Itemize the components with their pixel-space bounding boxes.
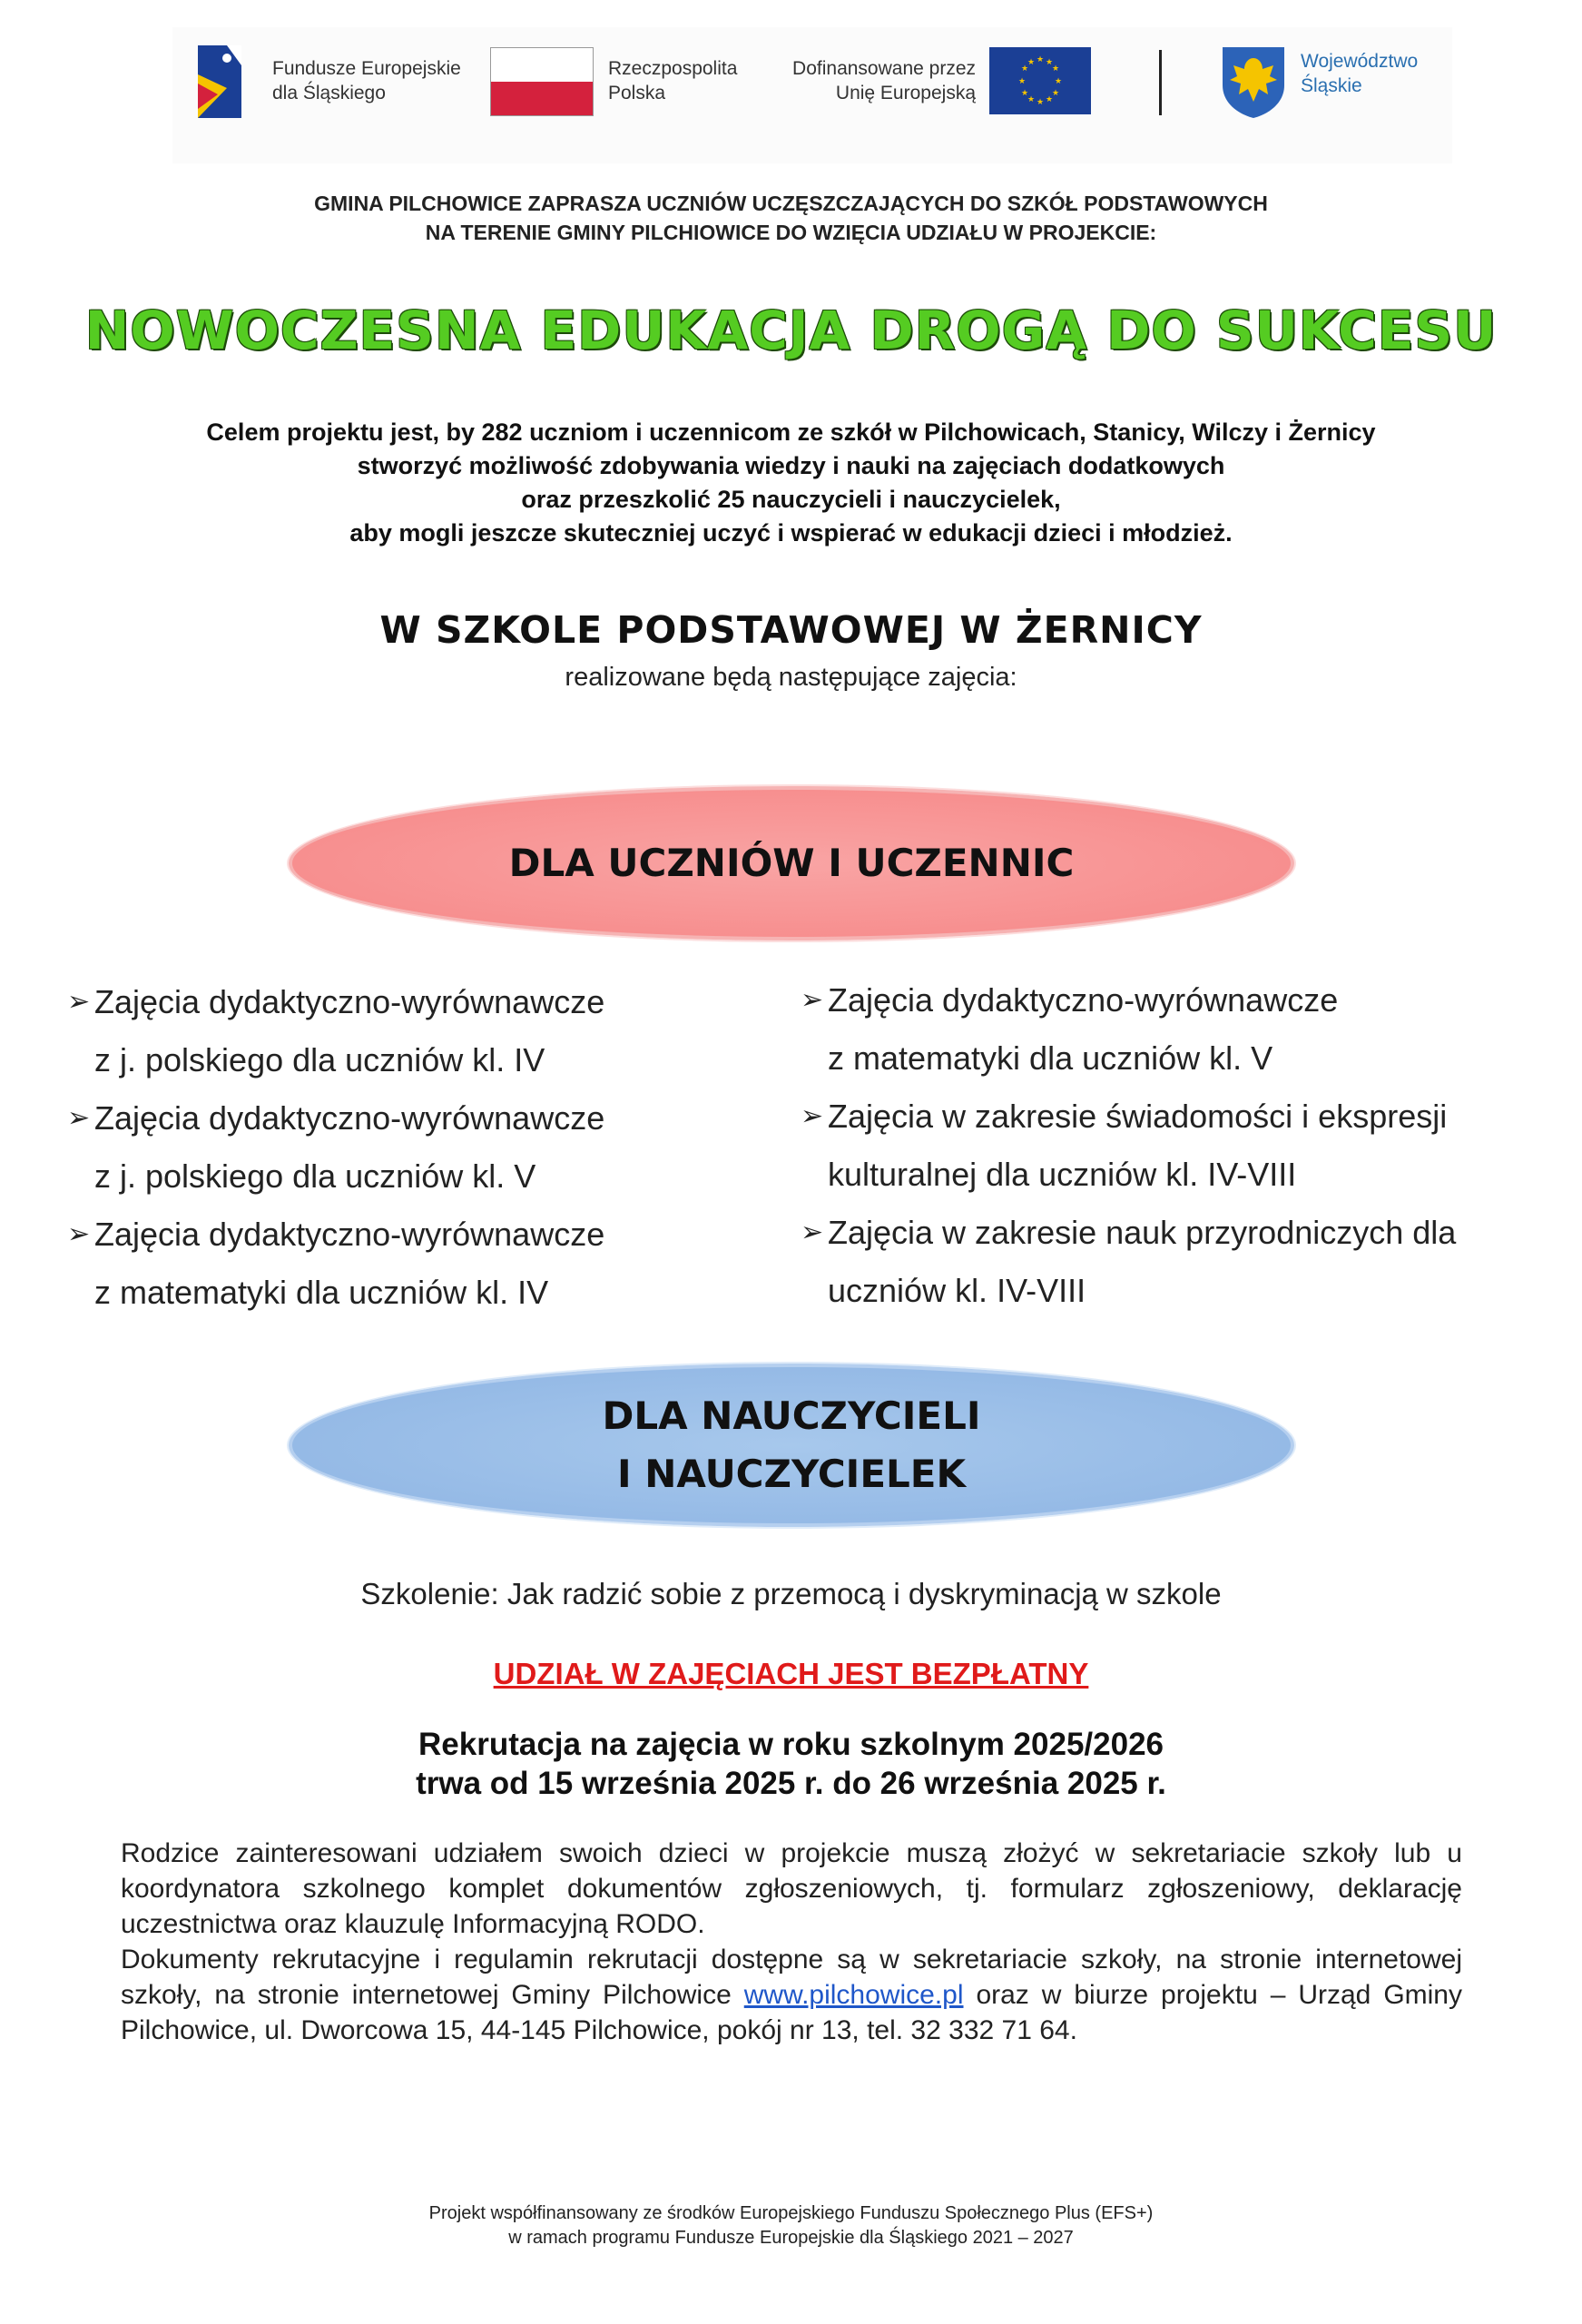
info-p2-before: Dokumenty rekrutacyjne i regulamin rekrutacji dostępne są w sekretariacie szkoły, na stronie internetowej szkoły, na stronie internetowej Gminy Pilchowice	[121, 1945, 1462, 2010]
students-heading-ellipse	[289, 786, 1294, 940]
list-item: ➢ Zajęcia w zakresie świadomości i ekspresji kulturalnej dla uczniów kl. IV-VIII	[801, 1088, 1527, 1204]
svg-text:★: ★	[1020, 89, 1029, 98]
eu-line2: Unię Europejską	[835, 83, 976, 103]
silesia-crest-icon	[1221, 45, 1286, 120]
svg-text:★: ★	[1036, 98, 1045, 107]
school-heading: W SZKOLE PODSTAWOWEJ W ŻERNICY	[379, 608, 1203, 652]
intro-line2: NA TERENIE GMINY PILCHIOWICE DO WZIĘCIA UDZIAŁU W PROJEKCIE:	[425, 221, 1157, 244]
svg-text:★: ★	[1054, 77, 1063, 86]
arrow-bullet-icon: ➢	[801, 1101, 824, 1131]
footer-line1: Projekt współfinansowany ze środków Europejskiego Funduszu Społecznego Plus (EFS+)	[428, 2203, 1154, 2223]
arrow-bullet-icon: ➢	[67, 987, 91, 1017]
svg-text:★: ★	[1027, 95, 1036, 104]
list-item: ➢ Zajęcia dydaktyczno-wyrównawcze z matematyki dla uczniów kl. IV	[67, 1206, 739, 1322]
info-paragraph	[121, 1836, 1462, 2048]
rp-line2: Polska	[608, 83, 666, 103]
eu-line1: Dofinansowane przez	[792, 58, 976, 79]
svg-text:★: ★	[1027, 58, 1036, 67]
training-text: Szkolenie: Jak radzić sobie z przemocą i dyskryminacją w szkole	[360, 1577, 1222, 1610]
info-p2-after: oraz w biurze projektu – Urząd Gminy Pilchowice, ul. Dworcowa 15, 44-145 Pilchowice, pokój nr 13, tel. 32 332 71 64.	[121, 1980, 1462, 2045]
list-item: ➢ Zajęcia dydaktyczno-wyrównawcze z j. polskiego dla uczniów kl. V	[67, 1089, 739, 1206]
fe-logo-text	[272, 56, 461, 105]
eu-logo-text	[781, 56, 976, 105]
arrow-bullet-icon: ➢	[801, 1217, 824, 1247]
arrow-bullet-icon: ➢	[67, 1219, 91, 1249]
arrow-bullet-icon: ➢	[801, 985, 824, 1015]
svg-text:★: ★	[1020, 64, 1029, 74]
goal-line1: Celem projektu jest, by 282 uczniom i uczennicom ze szkół w Pilchowicach, Stanicy, Wilczy i Żernicy	[206, 419, 1376, 446]
project-goal	[0, 416, 1582, 550]
recruitment-line1: Rekrutacja na zajęcia w roku szkolnym 2025/2026	[418, 1727, 1164, 1762]
svg-text:★: ★	[1051, 64, 1060, 74]
teachers-heading-line1: DLA NAUCZYCIELI	[602, 1393, 981, 1438]
recruitment-line2: trwa od 15 września 2025 r. do 26 września 2025 r.	[416, 1766, 1166, 1801]
students-heading: DLA UCZNIÓW I UCZENNIC	[508, 841, 1075, 885]
goal-line4: aby mogli jeszcze skuteczniej uczyć i wspierać w edukacji dzieci i młodzież.	[349, 519, 1233, 547]
woj-line1: Województwo	[1301, 51, 1419, 72]
fundusze-europejskie-logo-icon	[191, 38, 263, 124]
teachers-heading-ellipse	[289, 1364, 1294, 1527]
logo-divider	[1159, 50, 1162, 115]
footer	[0, 2201, 1582, 2250]
intro-line1: GMINA PILCHOWICE ZAPRASZA UCZNIÓW UCZĘSZCZAJĄCYCH DO SZKÓŁ PODSTAWOWYCH	[314, 192, 1268, 215]
svg-text:★: ★	[1051, 89, 1060, 98]
woj-line2: Śląskie	[1301, 75, 1362, 96]
recruitment-info	[0, 1725, 1582, 1803]
svg-text:★: ★	[1045, 95, 1054, 104]
svg-text:★: ★	[1036, 55, 1045, 64]
teachers-heading-line2: I NAUCZYCIELEK	[616, 1452, 967, 1496]
woj-logo-text	[1301, 49, 1418, 98]
footer-line2: w ramach programu Fundusze Europejskie dla Śląskiego 2021 – 2027	[508, 2228, 1074, 2248]
free-notice: UDZIAŁ W ZAJĘCIACH JEST BEZPŁATNY	[493, 1657, 1089, 1690]
rp-line1: Rzeczpospolita	[608, 58, 738, 79]
students-list-left	[67, 973, 739, 1322]
fe-line2: dla Śląskiego	[272, 83, 386, 103]
students-list-right	[801, 971, 1527, 1320]
info-p1: Rodzice zainteresowani udziałem swoich dzieci w projekcie muszą złożyć w sekretariacie szkoły lub u koordynatora szkolnego komplet dokumentów zgłoszeniowych, tj. formularz zgłoszeniowy, deklarację uczestnictwa oraz klauzulę Informacyjną RODO.	[121, 1838, 1462, 1939]
list-item: ➢ Zajęcia w zakresie nauk przyrodniczych dla uczniów kl. IV-VIII	[801, 1204, 1527, 1320]
arrow-bullet-icon: ➢	[67, 1103, 91, 1133]
svg-text:★: ★	[1045, 58, 1054, 67]
list-item: ➢ Zajęcia dydaktyczno-wyrównawcze z matematyki dla uczniów kl. V	[801, 971, 1527, 1088]
poland-flag-icon	[490, 47, 594, 116]
svg-text:★: ★	[1017, 77, 1027, 86]
teachers-heading	[603, 1387, 981, 1503]
rp-logo-text	[608, 56, 737, 105]
intro-text	[0, 189, 1582, 247]
website-link[interactable]: www.pilchowice.pl	[743, 1980, 964, 2010]
info-p2	[121, 1942, 1462, 2048]
project-title: NOWOCZESNA EDUKACJA DROGĄ DO SUKCESU	[84, 300, 1498, 361]
goal-line3: oraz przeszkolić 25 nauczycieli i nauczycielek,	[521, 486, 1061, 513]
eu-flag-icon	[989, 47, 1091, 114]
fe-line1: Fundusze Europejskie	[272, 58, 461, 79]
school-subheading: realizowane będą następujące zajęcia:	[565, 663, 1017, 692]
list-item: ➢ Zajęcia dydaktyczno-wyrównawcze z j. polskiego dla uczniów kl. IV	[67, 973, 739, 1089]
goal-line2: stworzyć możliwość zdobywania wiedzy i nauki na zajęciach dodatkowych	[357, 452, 1225, 479]
